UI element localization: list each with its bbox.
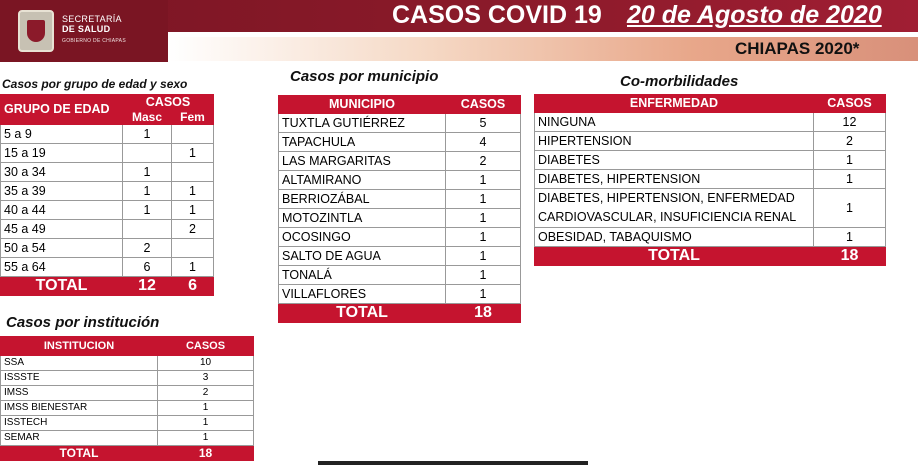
cases-count: 5 <box>446 114 521 133</box>
cases-count: 1 <box>446 190 521 209</box>
table-row <box>279 133 521 152</box>
logo-line-2: DE SALUD <box>62 24 111 34</box>
table-row <box>1 371 254 386</box>
age-table <box>0 94 214 296</box>
total-row <box>535 247 886 266</box>
municipio-name: LAS MARGARITAS <box>279 152 446 171</box>
cases-count: 12 <box>814 113 886 132</box>
cases-count: 2 <box>446 152 521 171</box>
masc-count: 1 <box>123 163 172 182</box>
logo-block <box>0 0 168 62</box>
fem-count: 1 <box>172 182 214 201</box>
total-count: 18 <box>446 304 521 323</box>
municipio-section-title: Casos por municipio <box>290 68 439 85</box>
institution-name: SSA <box>1 356 158 371</box>
cases-count: 1 <box>814 170 886 189</box>
institution-name: IMSS <box>1 386 158 401</box>
col-enfermedad-header: ENFERMEDAD <box>535 95 814 113</box>
table-row <box>1 144 214 163</box>
table-row <box>1 220 214 239</box>
total-label: TOTAL <box>1 277 123 296</box>
table-row <box>535 228 886 247</box>
col-cases-header: CASOS <box>158 337 254 356</box>
masc-count: 6 <box>123 258 172 277</box>
table-row <box>279 171 521 190</box>
table-row <box>279 209 521 228</box>
disease-name: DIABETES <box>535 151 814 170</box>
table-row <box>1 125 214 144</box>
age-group: 45 a 49 <box>1 220 123 239</box>
table-row <box>1 401 254 416</box>
cases-count: 3 <box>158 371 254 386</box>
fem-count <box>172 125 214 144</box>
table-row <box>279 190 521 209</box>
cases-count: 1 <box>446 209 521 228</box>
cases-count: 1 <box>446 247 521 266</box>
col-group-header: GRUPO DE EDAD <box>1 95 123 125</box>
report-date: 20 de Agosto de 2020 <box>627 1 882 29</box>
municipio-name: TONALÁ <box>279 266 446 285</box>
cases-count: 1 <box>814 228 886 247</box>
total-row <box>279 304 521 323</box>
age-group: 50 a 54 <box>1 239 123 258</box>
age-group: 40 a 44 <box>1 201 123 220</box>
table-row <box>535 132 886 151</box>
table-row <box>1 201 214 220</box>
state-label: CHIAPAS 2020* <box>735 39 860 58</box>
table-row <box>1 416 254 431</box>
municipio-name: TAPACHULA <box>279 133 446 152</box>
total-label: TOTAL <box>279 304 446 323</box>
masc-count: 1 <box>123 201 172 220</box>
table-row <box>279 247 521 266</box>
disease-name: DIABETES, HIPERTENSION <box>535 170 814 189</box>
masc-count: 2 <box>123 239 172 258</box>
municipio-name: OCOSINGO <box>279 228 446 247</box>
col-masc-header: Masc <box>123 110 172 125</box>
table-row <box>279 228 521 247</box>
table-row <box>1 258 214 277</box>
disease-name: HIPERTENSION <box>535 132 814 151</box>
cases-count: 1 <box>446 266 521 285</box>
cases-count: 1 <box>158 431 254 446</box>
institution-name: ISSSTE <box>1 371 158 386</box>
age-group: 55 a 64 <box>1 258 123 277</box>
cases-count: 1 <box>446 228 521 247</box>
cases-count: 10 <box>158 356 254 371</box>
fem-count: 1 <box>172 201 214 220</box>
table-row <box>279 114 521 133</box>
disease-name-multiline <box>535 189 814 228</box>
age-group: 30 a 34 <box>1 163 123 182</box>
institution-name: SEMAR <box>1 431 158 446</box>
municipio-name: MOTOZINTLA <box>279 209 446 228</box>
comorbidity-table <box>534 94 886 266</box>
fem-count: 1 <box>172 144 214 163</box>
col-fem-header: Fem <box>172 110 214 125</box>
municipio-name: ALTAMIRANO <box>279 171 446 190</box>
municipio-name: SALTO DE AGUA <box>279 247 446 266</box>
col-municipio-header: MUNICIPIO <box>279 96 446 114</box>
cases-count: 1 <box>446 285 521 304</box>
masc-count: 1 <box>123 182 172 201</box>
table-row <box>1 431 254 446</box>
cases-count: 1 <box>814 151 886 170</box>
total-row <box>1 446 254 461</box>
table-row <box>1 239 214 258</box>
table-row <box>1 386 254 401</box>
disease-name: NINGUNA <box>535 113 814 132</box>
table-row <box>279 285 521 304</box>
fem-count <box>172 163 214 182</box>
municipio-name: VILLAFLORES <box>279 285 446 304</box>
municipio-name: BERRIOZÁBAL <box>279 190 446 209</box>
disease-name-line1: DIABETES, HIPERTENSION, ENFERMEDAD <box>538 191 795 205</box>
col-institucion-header: INSTITUCION <box>1 337 158 356</box>
table-row <box>535 189 886 228</box>
total-fem: 6 <box>172 277 214 296</box>
fem-count <box>172 239 214 258</box>
masc-count <box>123 144 172 163</box>
age-group: 5 a 9 <box>1 125 123 144</box>
table-row <box>1 163 214 182</box>
age-section-title: Casos por grupo de edad y sexo <box>2 77 188 91</box>
total-masc: 12 <box>123 277 172 296</box>
comorb-section-title: Co-morbilidades <box>620 73 739 90</box>
age-group: 15 a 19 <box>1 144 123 163</box>
disease-name-line2: CARDIOVASCULAR, INSUFICIENCIA RENAL <box>538 210 797 224</box>
masc-count: 1 <box>123 125 172 144</box>
total-row <box>1 277 214 296</box>
total-label: TOTAL <box>535 247 814 266</box>
col-cases-header: CASOS <box>814 95 886 113</box>
cases-count: 4 <box>446 133 521 152</box>
masc-count <box>123 220 172 239</box>
table-row <box>535 170 886 189</box>
disease-name: OBESIDAD, TABAQUISMO <box>535 228 814 247</box>
fem-count: 1 <box>172 258 214 277</box>
table-row <box>1 356 254 371</box>
table-row <box>279 266 521 285</box>
total-count: 18 <box>814 247 886 266</box>
table-row <box>1 182 214 201</box>
municipio-table <box>278 95 521 323</box>
cases-count: 2 <box>158 386 254 401</box>
cases-count: 2 <box>814 132 886 151</box>
col-cases-header: CASOS <box>446 96 521 114</box>
table-row <box>279 152 521 171</box>
bottom-divider <box>318 461 588 465</box>
col-cases-header: CASOS <box>123 95 214 110</box>
cases-count: 1 <box>158 416 254 431</box>
total-count: 18 <box>158 446 254 461</box>
cases-count: 1 <box>158 401 254 416</box>
municipio-name: TUXTLA GUTIÉRREZ <box>279 114 446 133</box>
table-row <box>535 113 886 132</box>
logo-line-1: SECRETARÍA <box>62 14 122 24</box>
header <box>0 0 918 62</box>
institution-section-title: Casos por institución <box>6 314 160 331</box>
age-group: 35 a 39 <box>1 182 123 201</box>
cases-count: 1 <box>814 189 886 228</box>
fem-count: 2 <box>172 220 214 239</box>
cases-count: 1 <box>446 171 521 190</box>
table-row <box>535 151 886 170</box>
institution-name: ISSTECH <box>1 416 158 431</box>
page-title: CASOS COVID 19 <box>392 1 602 29</box>
logo-line-3: GOBIERNO DE CHIAPAS <box>62 38 126 44</box>
institution-table <box>0 336 254 461</box>
institution-name: IMSS BIENESTAR <box>1 401 158 416</box>
coat-of-arms-icon <box>18 10 54 52</box>
total-label: TOTAL <box>1 446 158 461</box>
